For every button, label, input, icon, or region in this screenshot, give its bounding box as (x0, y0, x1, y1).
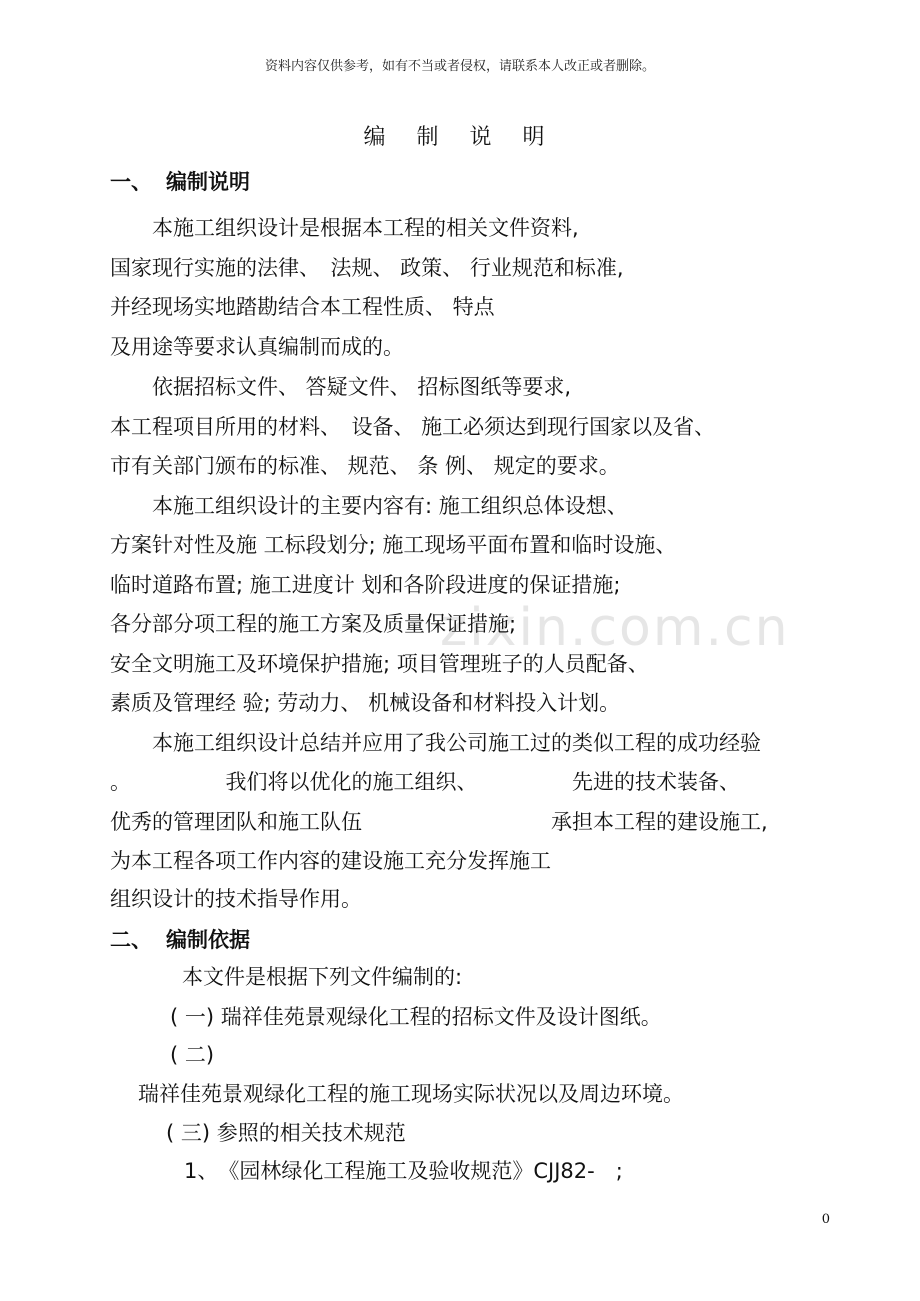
paragraph-line: 本工程项目所用的材料、 设备、 施工必须达到现行国家以及省、 (110, 415, 716, 439)
paragraph-line: 1、 《园林绿化工程施工及验收规范》CJJ82- ; (184, 1159, 623, 1183)
paragraph-line: 组织设计的技术指导作用。 (110, 887, 362, 911)
paragraph-line: 本文件是根据下列文件编制的: (182, 965, 463, 989)
paragraph-line: 。 我们将以优化的施工组织、 先进的技术装备、 (110, 770, 740, 794)
paragraph-line: 并经现场实地踏勘结合本工程性质、 特点 (110, 295, 495, 319)
paragraph-line: 瑞祥佳苑景观绿化工程的施工现场实际状况以及周边环境。 (138, 1082, 684, 1106)
watermark: zixin.com.cn (440, 598, 790, 658)
section-title: 编制说明 (166, 170, 250, 194)
section-heading-1 (110, 166, 250, 196)
section-number: 一、 (110, 170, 152, 194)
paragraph-line: 为本工程各项工作内容的建设施工充分发挥施工 (110, 849, 551, 873)
header-disclaimer: 资料内容仅供参考，如有不当或者侵权，请联系本人改正或者删除。 (264, 59, 655, 74)
paragraph-line: 本施工组织设计总结并应用了我公司施工过的类似工程的成功经验 (152, 731, 761, 755)
paragraph-line: 各分部分项工程的施工方案及质量保证措施; (110, 612, 517, 636)
paragraph-line: 优秀的管理团队和施工队伍 承担本工程的建设施工, (110, 810, 768, 834)
section-number: 二、 (110, 928, 152, 952)
section-title: 编制依据 (166, 928, 250, 952)
page-title: 编 制 说 明 (363, 125, 557, 150)
paragraph-line: ( 三) 参照的相关技术规范 (166, 1121, 406, 1145)
paragraph-line: 市有关部门颁布的标准、 规范、 条 例、 规定的要求。 (110, 454, 620, 478)
paragraph-line: 本施工组织设计是根据本工程的相关文件资料, (152, 216, 579, 240)
paragraph-line: 及用途等要求认真编制而成的。 (110, 335, 404, 359)
paragraph-line: 方案针对性及施 工标段划分; 施工现场平面布置和临时设施、 (110, 533, 677, 557)
paragraph-line: 安全文明施工及环境保护措施; 项目管理班子的人员配备、 (110, 652, 649, 676)
paragraph-line: ( 二) (170, 1043, 215, 1067)
paragraph-line: 临时道路布置; 施工进度计 划和各阶段进度的保证措施; (110, 573, 621, 597)
paragraph-line: 本施工组织设计的主要内容有: 施工组织总体设想、 (152, 494, 628, 518)
paragraph-line: 国家现行实施的法律、 法规、 政策、 行业规范和标准, (110, 256, 624, 280)
paragraph-line: 依据招标文件、 答疑文件、 招标图纸等要求, (152, 375, 572, 399)
paragraph-line: 素质及管理经 验; 劳动力、 机械设备和材料投入计划。 (110, 691, 621, 715)
section-heading-2 (110, 924, 250, 954)
paragraph-line: ( 一) 瑞祥佳苑景观绿化工程的招标文件及设计图纸。 (170, 1005, 662, 1029)
page-number: 0 (821, 1212, 830, 1227)
